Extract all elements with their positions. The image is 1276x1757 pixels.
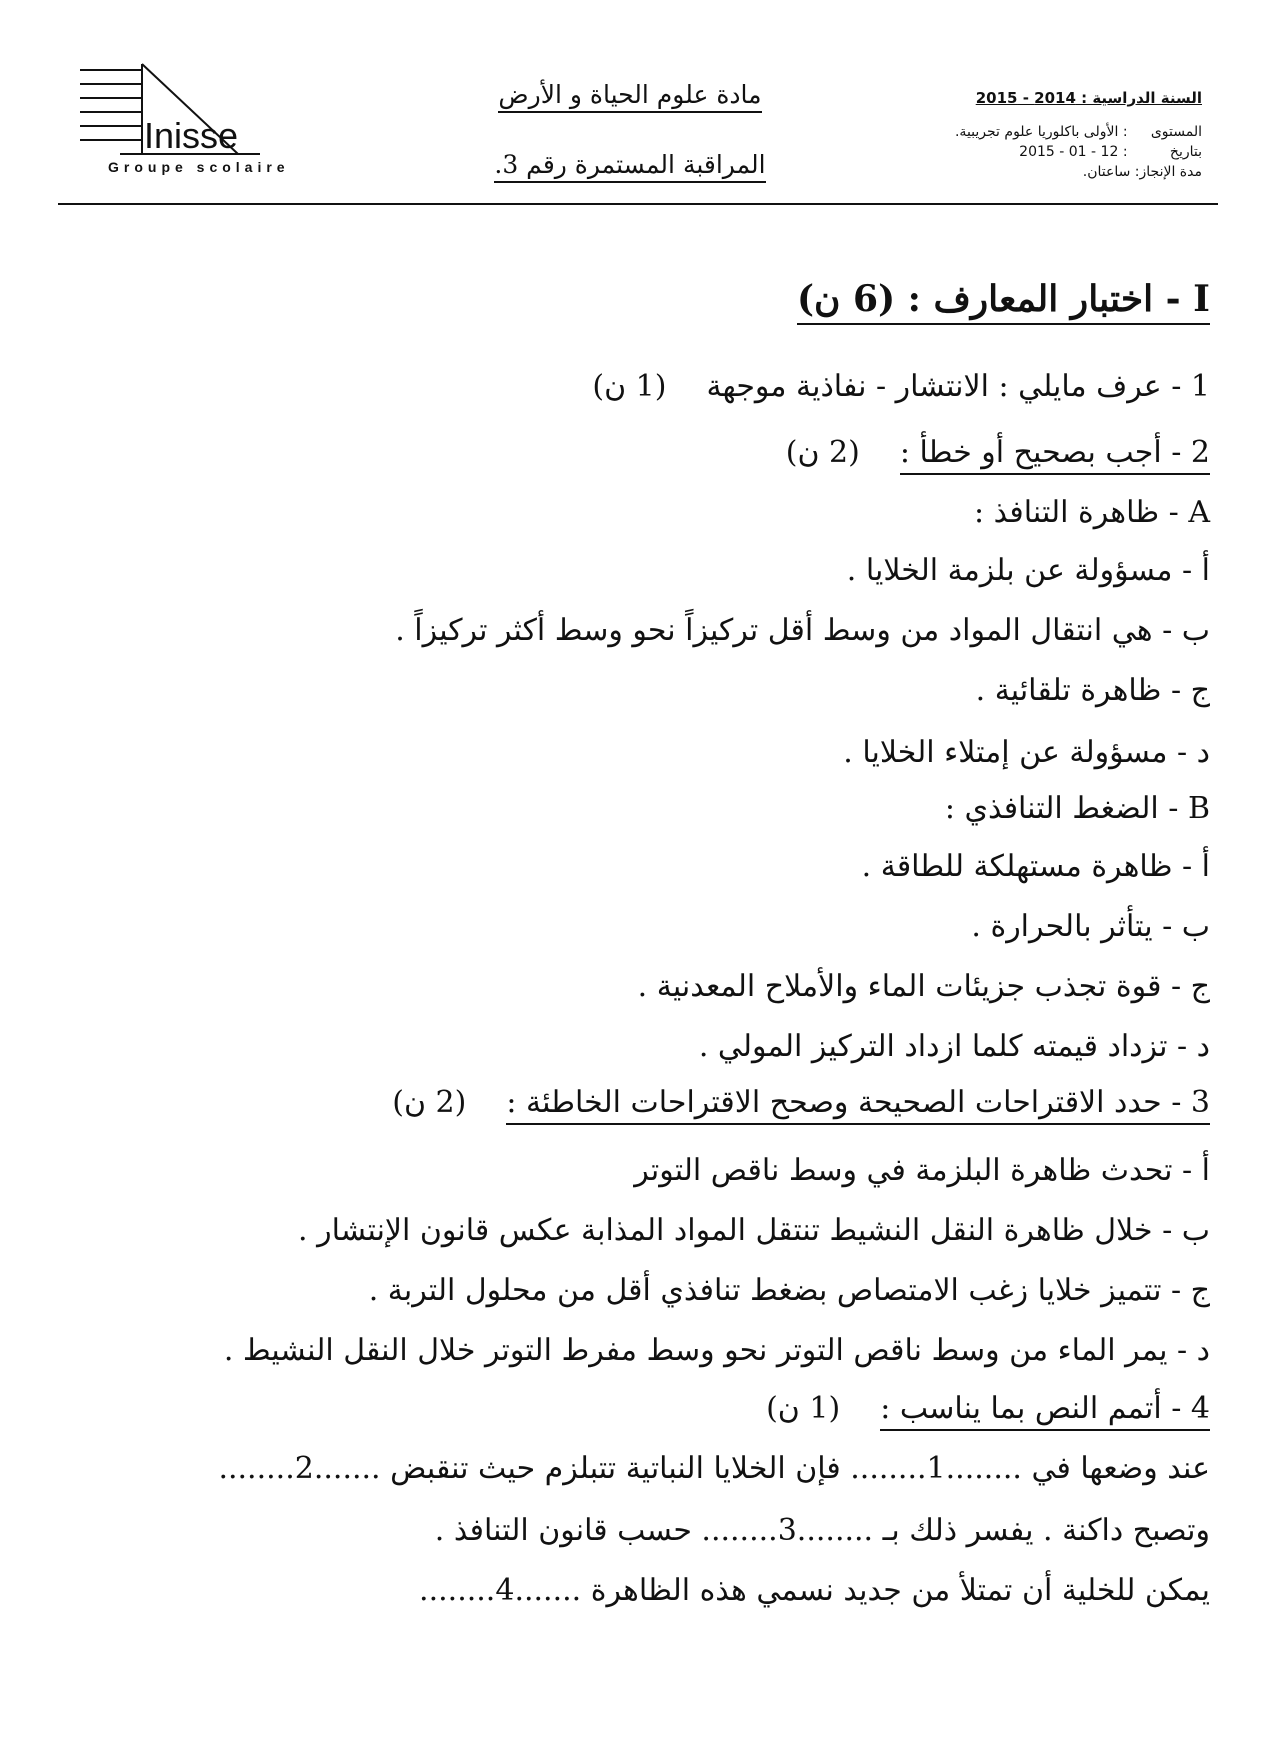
date-value: : 12 - 01 - 2015 [1019, 144, 1128, 160]
header-divider [58, 203, 1218, 205]
section-title: I - اختبار المعارف : (6 ن) [60, 280, 1210, 318]
fill-in-line: عند وضعها في ........1........ فإن الخلايا النباتية تتبلزم حيث تنقبض .......2........ [218, 1451, 1210, 1486]
school-logo [60, 62, 300, 192]
fill-in-line: وتصبح داكنة . يفسر ذلك بـ ........3........ حسب قانون التنافذ . [434, 1513, 1210, 1548]
question-3-points: (2 ن) [392, 1085, 467, 1120]
date-row [872, 142, 1202, 162]
list-item: ب - خلال ظاهرة النقل النشيط تنتقل المواد المذابة عكس قانون الإنتشار . [298, 1213, 1210, 1248]
list-item: أ - ظاهرة مستهلكة للطاقة . [861, 849, 1210, 884]
list-item: أ - مسؤولة عن بلزمة الخلايا . [846, 553, 1210, 588]
question-1-points: (1 ن) [592, 369, 667, 404]
duration: مدة الإنجاز: ساعتان. [1082, 164, 1202, 180]
date-key: بتاريخ [1169, 144, 1202, 160]
list-item: أ - تحدث ظاهرة البلزمة في وسط ناقص التوتر [634, 1153, 1210, 1188]
list-item: د - يمر الماء من وسط ناقص التوتر نحو وسط مفرط التوتر خلال النقل النشيط . [223, 1333, 1210, 1368]
level-value: : الأولى باكلوريا علوم تجريبية. [954, 124, 1128, 140]
list-item: ج - ظاهرة تلقائية . [975, 673, 1210, 708]
question-2: 2 - أجب بصحيح أو خطأ :(2 ن) [60, 434, 1210, 472]
question-1: 1 - عرف مايلي : الانتشار - نفاذية موجهة(1 ن) [592, 369, 1210, 404]
exam-title: المراقبة المستمرة رقم 3. [440, 150, 820, 179]
question-2-points: (2 ن) [785, 435, 860, 470]
level-row [872, 122, 1202, 142]
question-2-part-b-title: B - الضغط التنافذي : [944, 791, 1210, 826]
question-4-points: (1 ن) [766, 1391, 841, 1426]
list-item: ج - قوة تجذب جزيئات الماء والأملاح المعدنية . [637, 969, 1210, 1004]
logo-tagline: Groupe scolaire [108, 159, 290, 175]
list-item: ج - تتميز خلايا زغب الامتصاص بضغط تنافذي أقل من محلول التربة . [368, 1273, 1210, 1308]
question-3: 3 - حدد الاقتراحات الصحيحة وصحح الاقتراحات الخاطئة :(2 ن) [60, 1084, 1210, 1122]
header-info [872, 88, 1202, 182]
level-key: المستوى [1150, 124, 1202, 140]
question-4: 4 - أتمم النص بما يناسب :(1 ن) [60, 1390, 1210, 1428]
fill-in-line: يمكن للخلية أن تمتلأ من جديد نسمي هذه الظاهرة .......4........ [419, 1573, 1210, 1608]
list-item: ب - هي انتقال المواد من وسط أقل تركيزاً نحو وسط أكثر تركيزاً . [395, 613, 1210, 648]
school-year: السنة الدراسية : 2014 - 2015 [975, 89, 1202, 107]
list-item: ب - يتأثر بالحرارة . [971, 909, 1210, 944]
question-2-part-a-title: A - ظاهرة التنافذ : [974, 495, 1210, 530]
list-item: د - تزداد قيمته كلما ازداد التركيز المولي . [698, 1029, 1210, 1064]
list-item: د - مسؤولة عن إمتلاء الخلايا . [843, 735, 1210, 770]
subject-title: مادة علوم الحياة و الأرض [440, 80, 820, 109]
logo-name: Inisse [144, 115, 239, 156]
